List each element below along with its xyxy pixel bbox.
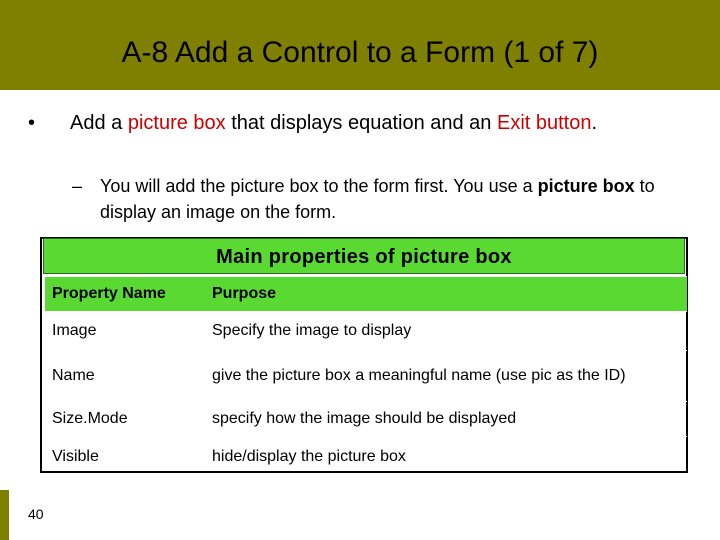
- purpose-cell: hide/display the picture box: [205, 437, 687, 478]
- bold-picture-box: picture box: [537, 176, 635, 196]
- table-row: [45, 312, 687, 351]
- bullet-marker: •: [28, 112, 36, 134]
- title-bar: [0, 0, 720, 90]
- sub-bullet-marker: –: [72, 176, 83, 196]
- table-row: [45, 351, 687, 402]
- highlight-picture-box: picture box: [127, 112, 226, 134]
- sub-bullet-text: [100, 173, 670, 225]
- table-row: [45, 437, 687, 478]
- table-caption: Main properties of picture box: [43, 238, 685, 274]
- bullet-text-part: that displays equation and an: [225, 112, 497, 134]
- bullet-text-part: .: [591, 112, 598, 134]
- bullet-text-part: Add a: [70, 112, 128, 134]
- highlight-exit-button: Exit button: [496, 112, 592, 134]
- purpose-cell: specify how the image should be displayed: [205, 402, 687, 437]
- table-row: [45, 402, 687, 437]
- property-cell: Size.Mode: [45, 402, 205, 437]
- bullet-text: [70, 110, 670, 137]
- header-property-name: Property Name: [45, 277, 205, 312]
- purpose-cell: Specify the image to display: [205, 312, 687, 351]
- sub-bullet-text-part: to display an image on the form.: [100, 176, 655, 222]
- slide-number: 40: [28, 506, 44, 522]
- sub-bullet-text-part: You will add the picture box to the form first. You use a: [100, 176, 538, 196]
- footer-accent-stripe: [0, 490, 9, 540]
- properties-table: [45, 276, 687, 477]
- purpose-cell: give the picture box a meaningful name (use pic as the ID): [205, 351, 687, 402]
- property-cell: Visible: [45, 437, 205, 478]
- table-header-row: [45, 277, 687, 312]
- property-cell: Image: [45, 312, 205, 351]
- property-cell: Name: [45, 351, 205, 402]
- slide-title: A-8 Add a Control to a Form (1 of 7): [121, 36, 599, 69]
- header-purpose: Purpose: [205, 277, 687, 312]
